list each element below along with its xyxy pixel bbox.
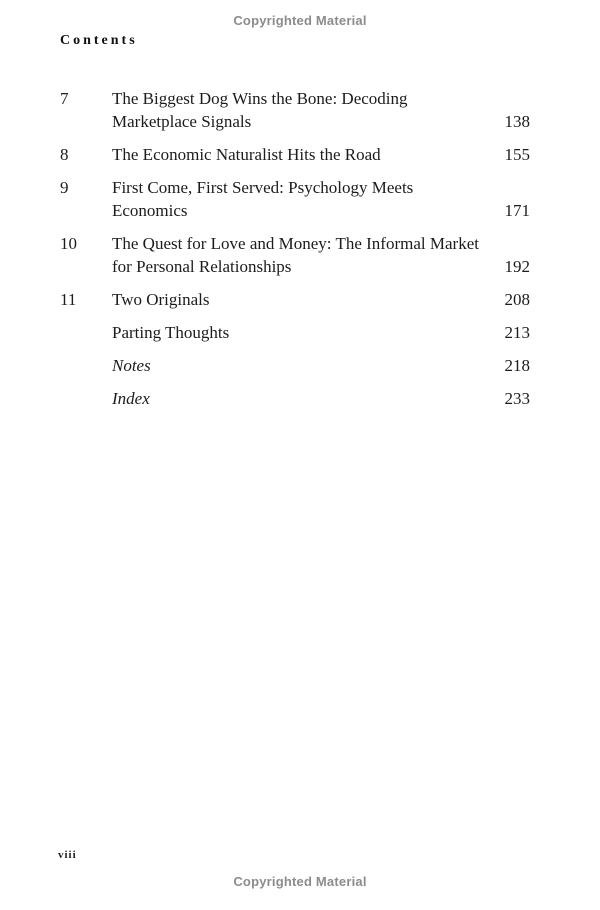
folio-page-number: viii [58, 849, 77, 861]
page-number: 138 [504, 112, 530, 131]
toc-entry [60, 176, 530, 222]
toc-entry [60, 87, 530, 133]
page-number: 155 [504, 145, 530, 164]
toc-entry [60, 354, 530, 377]
page-number: 171 [504, 201, 530, 220]
chapter-title: The Biggest Dog Wins the Bone: Decoding Marketplace Signals [112, 89, 408, 131]
chapter-number: 10 [60, 234, 77, 253]
page-number: 208 [504, 290, 530, 309]
chapter-number: 9 [60, 178, 69, 197]
toc-entry [60, 143, 530, 166]
chapter-title: Notes [112, 356, 151, 375]
chapter-title: The Quest for Love and Money: The Informal Market for Personal Relationships [112, 234, 479, 276]
copyright-watermark-bottom: Copyrighted Material [233, 874, 367, 889]
table-of-contents [60, 87, 530, 420]
page-number: 218 [504, 356, 530, 375]
page-number: 233 [504, 389, 530, 408]
chapter-title: Two Originals [112, 290, 210, 309]
chapter-title: Parting Thoughts [112, 323, 230, 342]
toc-entry [60, 387, 530, 410]
chapter-number: 11 [60, 290, 77, 309]
toc-entry [60, 232, 530, 278]
toc-entry [60, 288, 530, 311]
page-number: 192 [504, 257, 530, 276]
chapter-title: First Come, First Served: Psychology Meets Economics [112, 178, 414, 220]
chapter-title: Index [112, 389, 150, 408]
chapter-number: 7 [60, 89, 69, 108]
running-head-contents: Contents [60, 33, 138, 48]
chapter-title: The Economic Naturalist Hits the Road [112, 145, 381, 164]
chapter-number: 8 [60, 145, 69, 164]
copyright-watermark-top: Copyrighted Material [233, 13, 367, 28]
page-number: 213 [504, 323, 530, 342]
toc-entry [60, 321, 530, 344]
